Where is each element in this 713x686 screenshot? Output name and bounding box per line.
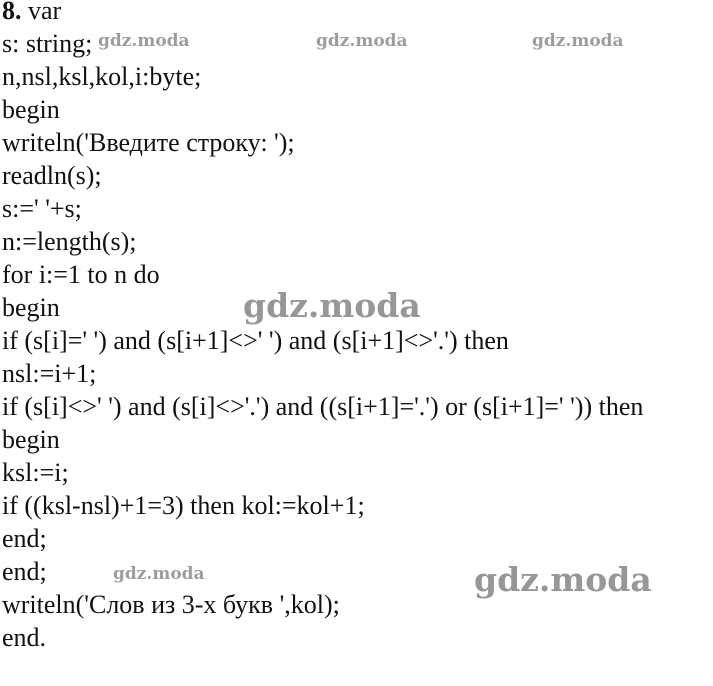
code-line-15: ksl:=i;: [2, 458, 69, 487]
watermark-top-left: gdz.moda: [98, 31, 190, 51]
watermark-middle: gdz.moda: [243, 286, 421, 325]
code-line-10: begin: [2, 293, 60, 322]
code-line-20: end.: [2, 623, 47, 652]
code-line-2: s: string;: [2, 29, 93, 58]
code-line-19: writeln('Слов из 3-х букв ',kol);: [2, 590, 340, 619]
watermark-top-center: gdz.moda: [316, 31, 408, 51]
code-line-11: if (s[i]=' ') and (s[i+1]<>' ') and (s[i+1]<>'.') then: [2, 326, 509, 355]
code-line-18: end;: [2, 557, 47, 586]
watermark-bottom-left: gdz.moda: [113, 564, 205, 584]
code-keyword-var: var: [21, 0, 62, 25]
code-line-1: [2, 0, 712, 27]
task-number: 8.: [2, 0, 22, 25]
code-line-4: begin: [2, 95, 60, 124]
code-line-5: writeln('Введите строку: ');: [2, 128, 295, 157]
code-line-9: for i:=1 to n do: [2, 260, 160, 289]
code-line-14: begin: [2, 425, 60, 454]
code-line-7: s:=' '+s;: [2, 194, 82, 223]
code-line-16: if ((ksl-nsl)+1=3) then kol:=kol+1;: [2, 491, 365, 520]
code-line-3: n,nsl,ksl,kol,i:byte;: [2, 62, 202, 91]
pascal-code-block: [2, 0, 712, 654]
watermark-bottom-right: gdz.moda: [474, 560, 652, 599]
code-line-12: nsl:=i+1;: [2, 359, 97, 388]
code-line-13: if (s[i]<>' ') and (s[i]<>'.') and ((s[i+1]='.') or (s[i+1]=' ')) then: [2, 392, 644, 421]
code-line-17: end;: [2, 524, 47, 553]
code-line-8: n:=length(s);: [2, 227, 137, 256]
watermark-top-right: gdz.moda: [532, 31, 624, 51]
code-line-6: readln(s);: [2, 161, 102, 190]
